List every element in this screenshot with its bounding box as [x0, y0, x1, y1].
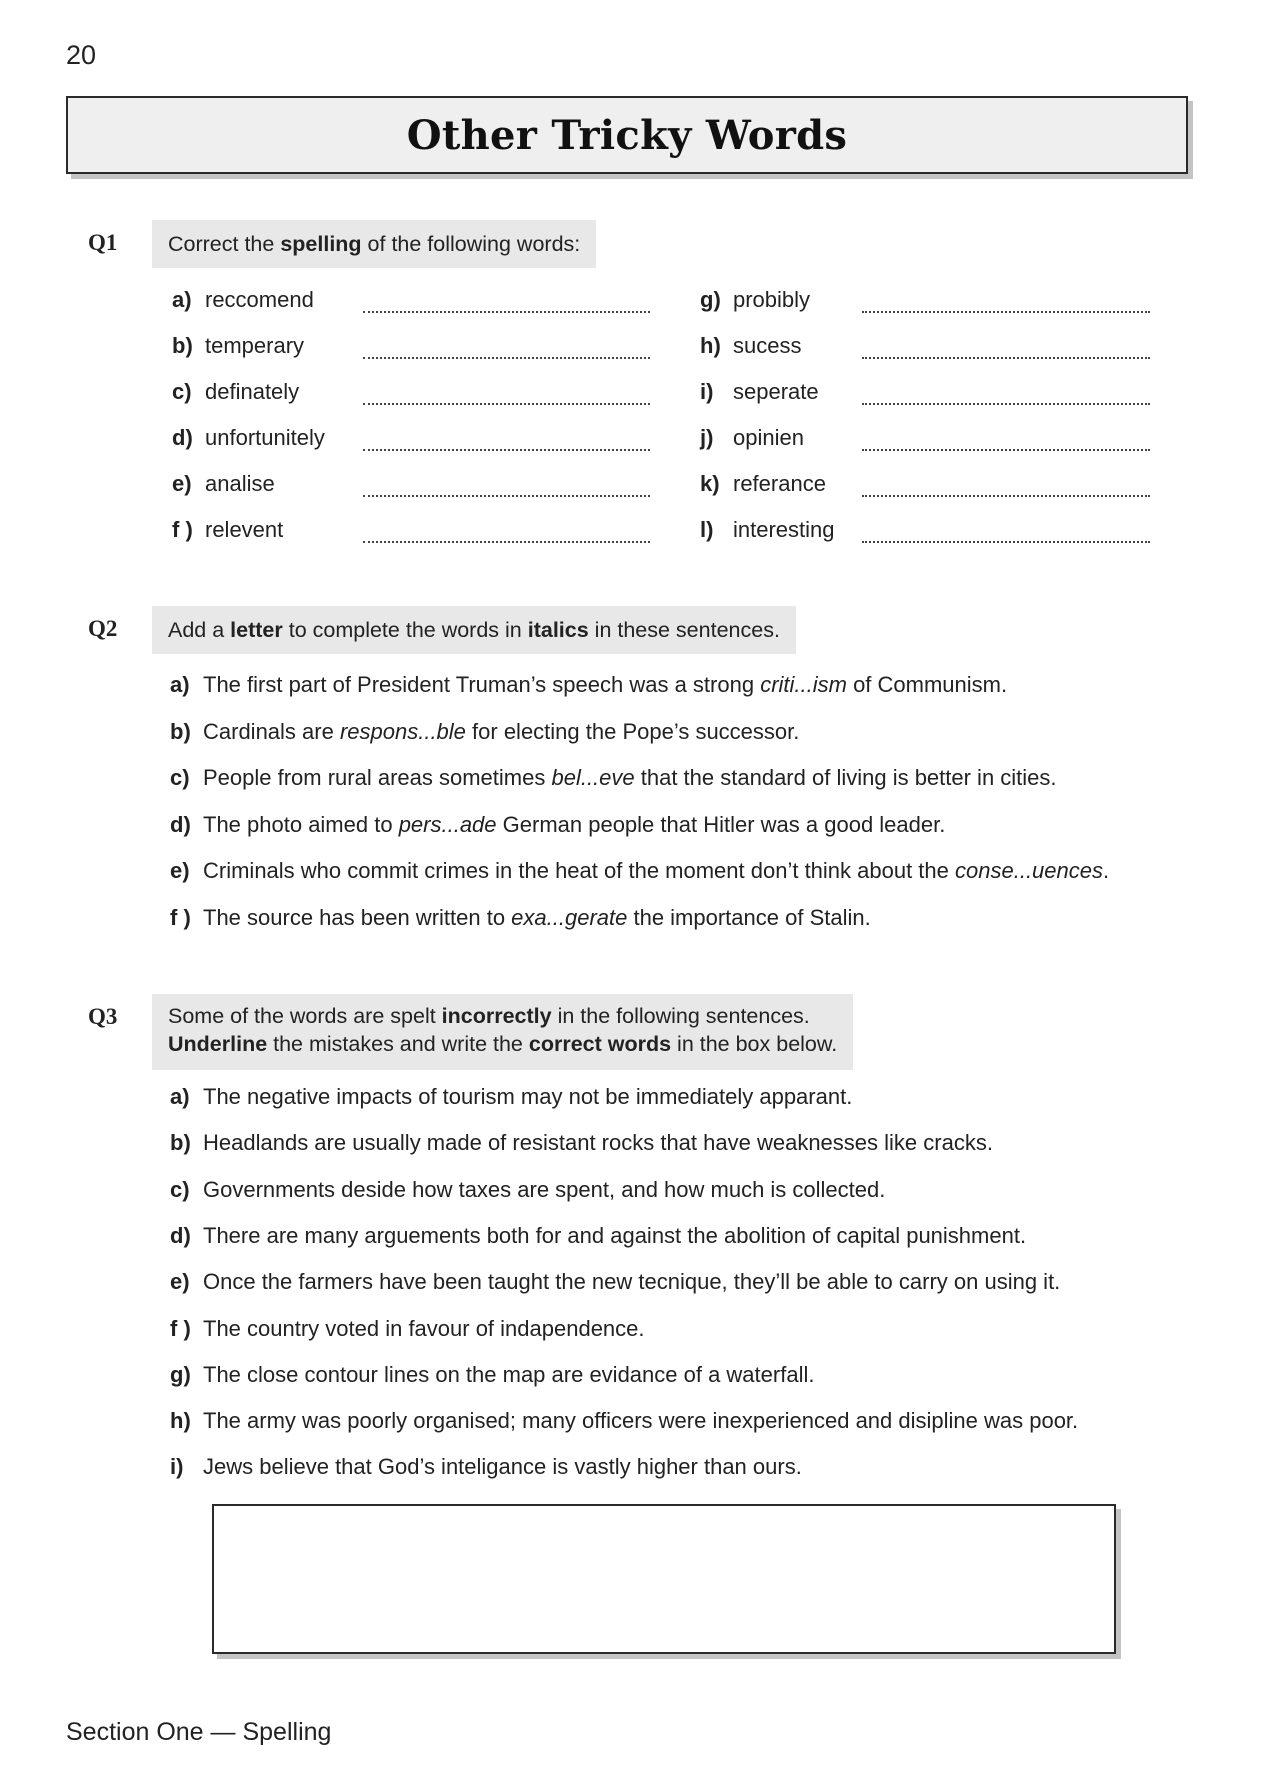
word-item: [700, 285, 810, 315]
item-letter: d): [170, 1223, 191, 1248]
item-letter: i): [170, 1454, 184, 1479]
sentence-text: The source has been written to: [203, 905, 512, 930]
item-letter: c): [170, 765, 190, 790]
answer-line[interactable]: [363, 449, 650, 451]
word-item: [172, 377, 299, 407]
sentence-text: that the standard of living is better in cities.: [634, 765, 1057, 790]
item-letter: c): [172, 379, 192, 404]
misspelled-word: sucess: [733, 333, 802, 358]
q1-instruction: Correct the spelling of the following words:: [152, 220, 596, 268]
incomplete-word: pers...ade: [398, 812, 497, 837]
sentence-text: Jews believe that God’s inteligance is vastly higher than ours.: [203, 1454, 802, 1479]
sentence-text: The negative impacts of tourism may not be immediately apparant.: [203, 1084, 853, 1109]
answer-box[interactable]: [212, 1504, 1116, 1654]
answer-line[interactable]: [363, 357, 650, 359]
misspelled-word: opinien: [733, 425, 804, 450]
title-banner: [66, 96, 1188, 174]
sentence-text: Cardinals are: [203, 719, 340, 744]
misspelled-word: relevent: [205, 517, 284, 542]
sentence-item: [170, 812, 945, 838]
sentence-item: [170, 1454, 802, 1480]
word-item: [172, 285, 314, 315]
word-item: [700, 469, 826, 499]
sentence-text: Criminals who commit crimes in the heat of the moment don’t think about the: [203, 858, 956, 883]
answer-line[interactable]: [363, 403, 650, 405]
word-item: [172, 331, 304, 361]
item-letter: b): [172, 333, 193, 358]
sentence-text: The close contour lines on the map are evidance of a waterfall.: [203, 1362, 815, 1387]
section-footer: Section One — Spelling: [66, 1718, 332, 1746]
q2-instruction: Add a letter to complete the words in italics in these sentences.: [152, 606, 796, 654]
word-item: [700, 515, 835, 545]
item-letter: a): [170, 1084, 190, 1109]
item-letter: h): [700, 333, 721, 358]
misspelled-word: seperate: [733, 379, 819, 404]
misspelled-word: unfortunitely: [205, 425, 325, 450]
misspelled-word: definately: [205, 379, 300, 404]
item-letter: j): [700, 425, 714, 450]
item-letter: k): [700, 471, 720, 496]
item-letter: a): [172, 287, 192, 312]
word-item: [172, 423, 325, 453]
item-letter: d): [172, 425, 193, 450]
item-letter: g): [700, 287, 721, 312]
misspelled-word: interesting: [733, 517, 835, 542]
item-letter: h): [170, 1408, 191, 1433]
page-title: Other Tricky Words: [406, 111, 848, 159]
sentence-text: the importance of Stalin.: [627, 905, 871, 930]
word-item: [172, 469, 275, 499]
item-letter: b): [170, 719, 191, 744]
answer-line[interactable]: [862, 449, 1150, 451]
sentence-text: Once the farmers have been taught the new tecnique, they’ll be able to carry on using it.: [203, 1269, 1061, 1294]
item-letter: c): [170, 1177, 190, 1202]
item-letter: e): [172, 471, 192, 496]
sentence-item: [170, 672, 1007, 698]
word-item: [172, 515, 283, 545]
item-letter: i): [700, 379, 714, 404]
item-letter: e): [170, 1269, 190, 1294]
answer-line[interactable]: [862, 357, 1150, 359]
word-item: [700, 423, 804, 453]
sentence-item: [170, 905, 871, 931]
answer-line[interactable]: [862, 311, 1150, 313]
sentence-item: [170, 1177, 885, 1203]
sentence-text: Headlands are usually made of resistant rocks that have weaknesses like cracks.: [203, 1130, 993, 1155]
q2-number: Q2: [88, 616, 118, 641]
sentence-text: The photo aimed to: [203, 812, 399, 837]
sentence-text: The first part of President Truman’s speech was a strong: [203, 672, 761, 697]
sentence-item: [170, 858, 1109, 884]
item-letter: d): [170, 812, 191, 837]
answer-line[interactable]: [363, 311, 650, 313]
misspelled-word: temperary: [205, 333, 305, 358]
sentence-text: The country voted in favour of indapendence.: [203, 1316, 645, 1341]
item-letter: f ): [170, 905, 191, 930]
incomplete-word: conse...uences: [955, 858, 1103, 883]
sentence-text: German people that Hitler was a good leader.: [496, 812, 946, 837]
q1-number: Q1: [88, 230, 118, 255]
answer-line[interactable]: [363, 541, 650, 543]
answer-line[interactable]: [862, 403, 1150, 405]
item-letter: b): [170, 1130, 191, 1155]
sentence-item: [170, 1362, 814, 1388]
item-letter: g): [170, 1362, 191, 1387]
misspelled-word: analise: [205, 471, 275, 496]
incomplete-word: bel...eve: [551, 765, 635, 790]
sentence-item: [170, 1316, 645, 1342]
sentence-item: [170, 1269, 1060, 1295]
answer-line[interactable]: [862, 495, 1150, 497]
sentence-item: [170, 719, 799, 745]
sentence-text: of Communism.: [846, 672, 1008, 697]
sentence-text: for electing the Pope’s successor.: [465, 719, 800, 744]
sentence-text: .: [1103, 858, 1110, 883]
item-letter: f ): [172, 517, 193, 542]
sentence-text: Governments deside how taxes are spent, and how much is collected.: [203, 1177, 886, 1202]
item-letter: e): [170, 858, 190, 883]
sentence-text: The army was poorly organised; many officers were inexperienced and disipline was poor.: [203, 1408, 1079, 1433]
sentence-item: [170, 1408, 1078, 1434]
item-letter: f ): [170, 1316, 191, 1341]
incomplete-word: criti...ism: [760, 672, 847, 697]
item-letter: a): [170, 672, 190, 697]
incomplete-word: exa...gerate: [511, 905, 628, 930]
sentence-item: [170, 1223, 1026, 1249]
answer-line[interactable]: [862, 541, 1150, 543]
sentence-item: [170, 1130, 993, 1156]
q3-instruction: Some of the words are spelt incorrectly in the following sentences. Underline the mistakes and write the correct words in the box below.: [152, 994, 853, 1070]
sentence-text: There are many arguements both for and against the abolition of capital punishment.: [203, 1223, 1027, 1248]
item-letter: l): [700, 517, 714, 542]
misspelled-word: reccomend: [205, 287, 314, 312]
word-item: [700, 331, 801, 361]
sentence-text: People from rural areas sometimes: [203, 765, 552, 790]
incomplete-word: respons...ble: [339, 719, 466, 744]
word-item: [700, 377, 819, 407]
misspelled-word: referance: [733, 471, 826, 496]
answer-line[interactable]: [363, 495, 650, 497]
sentence-item: [170, 1084, 852, 1110]
sentence-item: [170, 765, 1057, 791]
misspelled-word: probibly: [733, 287, 811, 312]
q3-number: Q3: [88, 1004, 118, 1029]
page-number: 20: [66, 40, 97, 70]
